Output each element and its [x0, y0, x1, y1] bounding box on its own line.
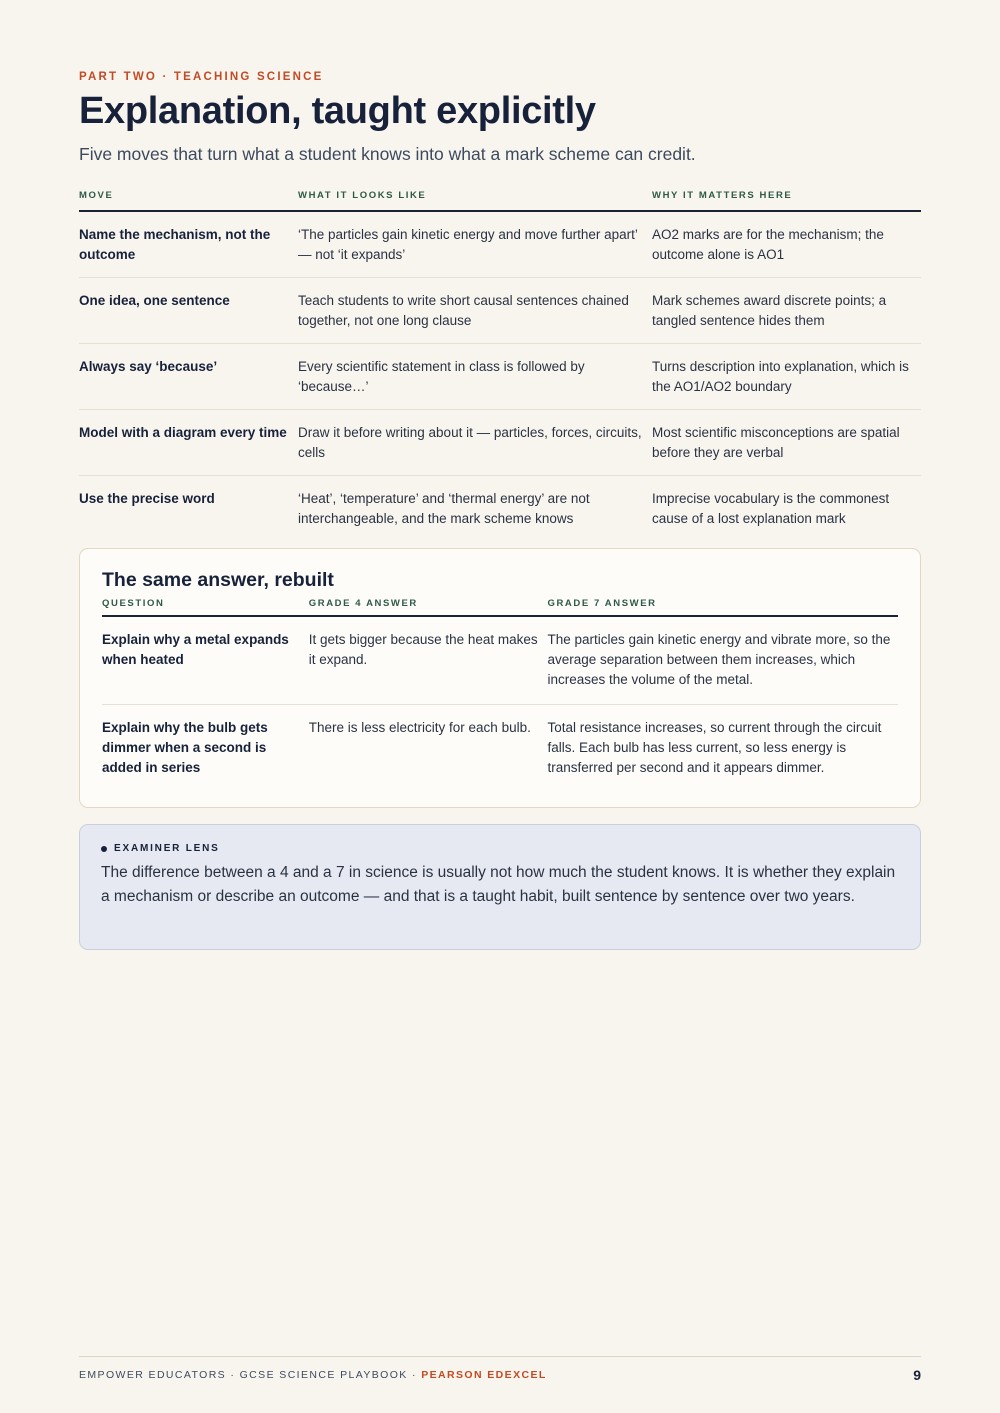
- rebuilt-table: [102, 596, 898, 792]
- column-header-why-matters: WHY IT MATTERS HERE: [652, 186, 921, 211]
- move-cell: Always say ‘because’: [79, 344, 298, 410]
- table-row: [79, 344, 921, 410]
- move-cell: Name the mechanism, not the outcome: [79, 211, 298, 278]
- why-matters-cell: Imprecise vocabulary is the commonest cause of a lost explanation mark: [652, 491, 890, 526]
- why-matters-cell: Turns description into explanation, which is the AO1/AO2 boundary: [652, 344, 921, 410]
- footer-brand: PEARSON EDEXCEL: [421, 1369, 547, 1381]
- section-eyebrow: PART TWO · TEACHING SCIENCE: [79, 71, 324, 83]
- table-row: [79, 278, 921, 344]
- page-number: 9: [913, 1367, 921, 1383]
- looks-like-cell: Teach students to write short causal sentences chained together, not one long clause: [298, 278, 652, 344]
- footer-publication: EMPOWER EDUCATORS · GCSE SCIENCE PLAYBOOK ·: [79, 1369, 422, 1381]
- examiner-lens-callout: [79, 824, 921, 950]
- page-footer: [79, 1356, 921, 1383]
- move-cell: Use the precise word: [79, 491, 215, 506]
- question-cell: Explain why the bulb gets dimmer when a second is added in series: [102, 720, 268, 775]
- column-header-question: QUESTION: [102, 596, 309, 616]
- grade-7-cell: The particles gain kinetic energy and vibrate more, so the average separation between them increases, which increases the volume of the metal.: [547, 616, 898, 705]
- page: [79, 0, 921, 1413]
- page-title: Explanation, taught explicitly: [79, 90, 596, 132]
- moves-table: [79, 186, 921, 541]
- moves-header-row: [79, 186, 921, 211]
- looks-like-cell: Draw it before writing about it — particles, forces, circuits, cells: [298, 410, 652, 476]
- table-row: [79, 476, 921, 542]
- move-cell: Model with a diagram every time: [79, 410, 298, 476]
- grade-4-cell: It gets bigger because the heat makes it expand.: [309, 616, 548, 705]
- table-row: [79, 410, 921, 476]
- column-header-grade-4: GRADE 4 ANSWER: [309, 596, 548, 616]
- looks-like-cell: Every scientific statement in class is followed by ‘because…’: [298, 344, 652, 410]
- grade-7-cell: Total resistance increases, so current through the circuit falls. Each bulb has less current, so less energy is transferred per second and it appears dimmer.: [547, 720, 882, 775]
- lens-label-row: [101, 843, 898, 854]
- why-matters-cell: Mark schemes award discrete points; a tangled sentence hides them: [652, 278, 921, 344]
- looks-like-cell: ‘Heat’, ‘temperature’ and ‘thermal energy’ are not interchangeable, and the mark scheme knows: [298, 491, 590, 526]
- column-header-grade-7: GRADE 7 ANSWER: [547, 596, 898, 616]
- lens-label: EXAMINER LENS: [114, 843, 220, 854]
- table-row: [102, 616, 898, 705]
- page-subtitle: Five moves that turn what a student knows into what a mark scheme can credit.: [79, 144, 696, 164]
- lens-text: The difference between a 4 and a 7 in science is usually not how much the student knows. It is whether they explain a mechanism or describe an outcome — and that is a taught habit, built sentence by sentence over two years.: [101, 864, 896, 905]
- column-header-looks-like: WHAT IT LOOKS LIKE: [298, 186, 652, 211]
- rebuilt-answer-card: [79, 548, 921, 808]
- why-matters-cell: AO2 marks are for the mechanism; the outcome alone is AO1: [652, 211, 921, 278]
- looks-like-cell: ‘The particles gain kinetic energy and move further apart’ — not ‘it expands’: [298, 211, 652, 278]
- rebuilt-header-row: [102, 596, 898, 616]
- move-cell: One idea, one sentence: [79, 278, 298, 344]
- card-title: The same answer, rebuilt: [102, 569, 334, 591]
- table-row: [102, 705, 898, 793]
- question-cell: Explain why a metal expands when heated: [102, 616, 309, 705]
- column-header-move: MOVE: [79, 186, 298, 211]
- bullet-dot-icon: [101, 846, 107, 852]
- why-matters-cell: Most scientific misconceptions are spatial before they are verbal: [652, 410, 921, 476]
- grade-4-cell: There is less electricity for each bulb.: [308, 720, 531, 735]
- footer-credit: [79, 1369, 547, 1381]
- table-row: [79, 211, 921, 278]
